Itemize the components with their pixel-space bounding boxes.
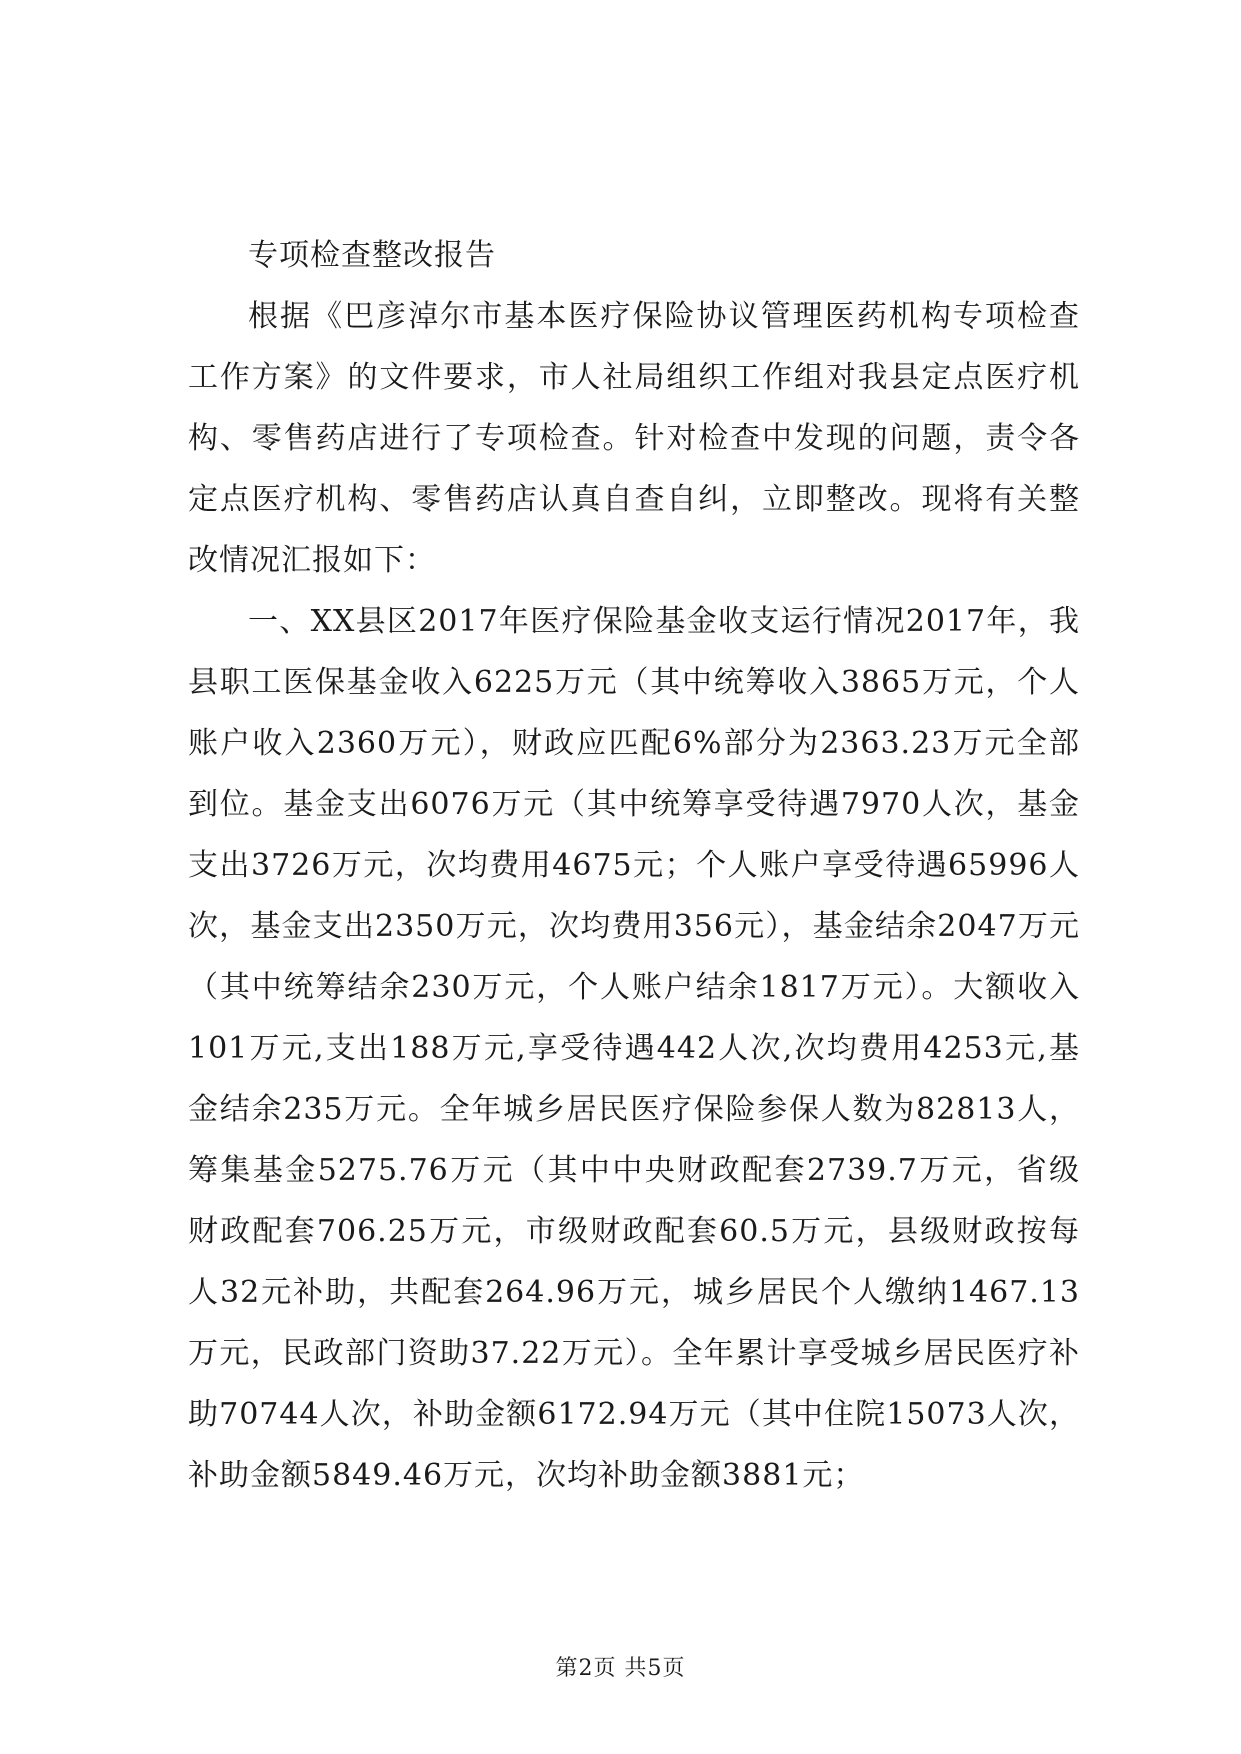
page-number-footer: 第2页 共5页 xyxy=(555,1656,686,1681)
paragraph-section-1: 一、XX县区2017年医疗保险基金收支运行情况2017年，我县职工医保基金收入6225万元（其中统筹收入3865万元，个人账户收入2360万元），财政应匹配6%部分为2363.23万元全部到位。基金支出6076万元（其中统筹享受待遇7970人次，基金支出3726万元，次均费用4675元；个人账户享受待遇65996人次，基金支出2350万元，次均费用356元），基金结余2047万元（其中统筹结余230万元，个人账户结余1817万元）。大额收入101万元,支出188万元,享受待遇442人次,次均费用4253元,基金结余235万元。全年城乡居民医疗保险参保人数为82813人，筹集基金5275.76万元（其中中央财政配套2739.7万元，省级财政配套706.25万元，市级财政配套60.5万元，县级财政按每人32元补助，共配套264.96万元，城乡居民个人缴纳1467.13万元，民政部门资助37.22万元）。全年累计享受城乡居民医疗补助70744人次，补助金额6172.94万元（其中住院15073人次，补助金额5849.46万元，次均补助金额3881元； xyxy=(188,604,1080,1493)
document-title: 专项检查整改报告 xyxy=(248,238,496,273)
paragraph-intro: 根据《巴彦淖尔市基本医疗保险协议管理医药机构专项检查工作方案》的文件要求，市人社局组织工作组对我县定点医疗机构、零售药店进行了专项检查。针对检查中发现的问题，责令各定点医疗机构、零售药店认真自查自纠，立即整改。现将有关整改情况汇报如下： xyxy=(188,299,1080,578)
document-body xyxy=(188,225,1080,1506)
